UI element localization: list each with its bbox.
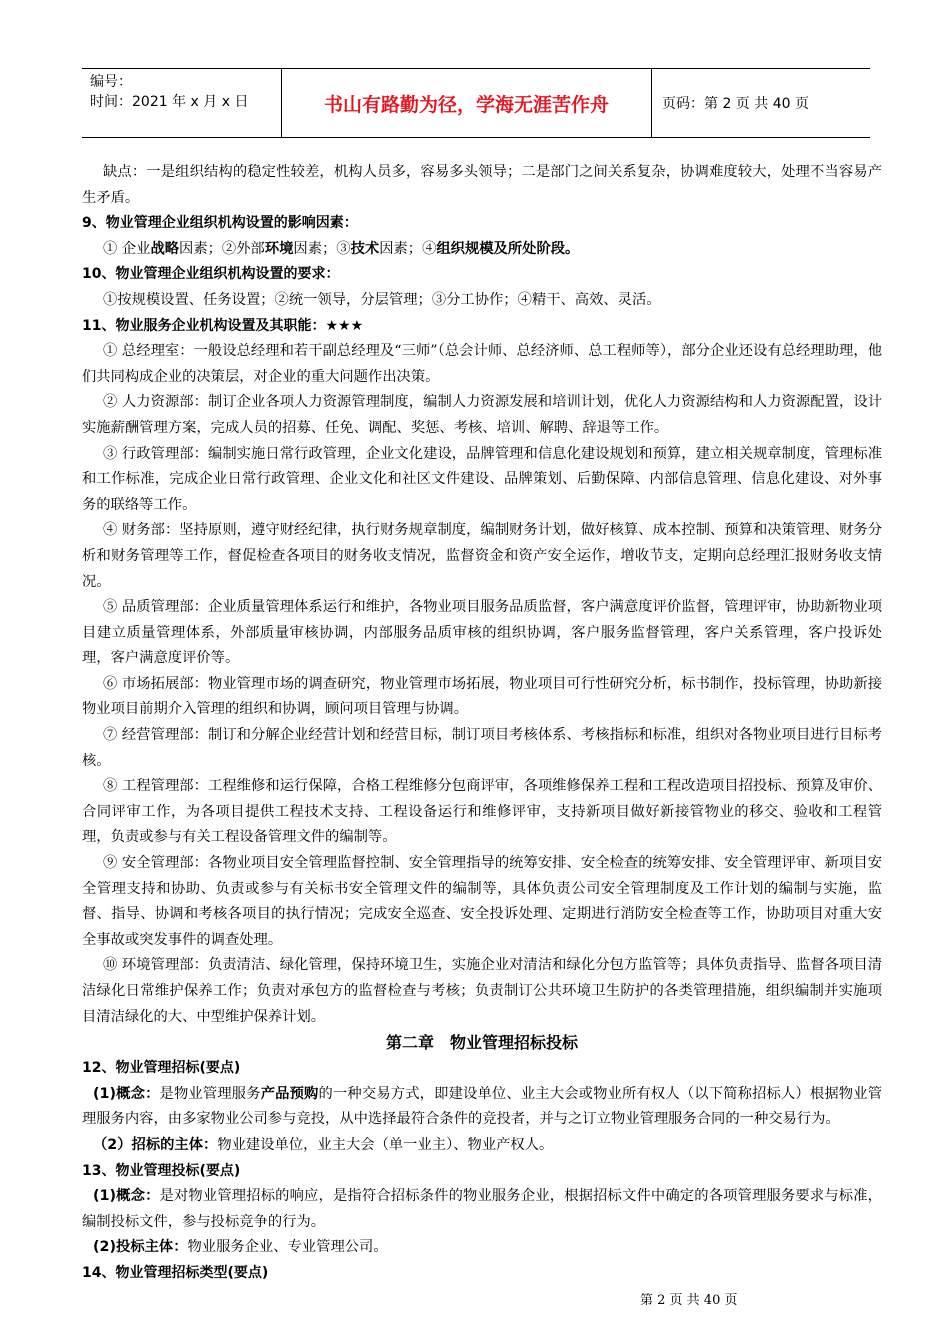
section-12-subject	[82, 1133, 882, 1159]
doc-id-label: 编号：	[90, 74, 132, 90]
section-11-heading: 11、物业服务企业机构设置及其职能：★★★	[82, 317, 364, 334]
header-page-number: 页码：第 2 页 共 40 页	[662, 96, 809, 112]
s9-text-4: 因素；④	[379, 240, 437, 257]
function-finance: ④ 财务部：坚持原则，遵守财经纪律，执行财务规章制度，编制财务计划，做好核算、成本控制、预算和决策管理、财务分析和财务管理等工作，督促检查各项目的财务收支情况，监督资金和资产安全运作，增收节支，定期向总经理汇报财务收支情况。	[82, 522, 882, 590]
s9-bold-strategy: 战略	[150, 240, 180, 257]
section-13-concept	[82, 1184, 882, 1235]
header-meta	[82, 69, 282, 137]
page-footer: 第 2 页 共 40 页	[640, 1293, 738, 1308]
function-engineering: ⑧ 工程管理部：工程维修和运行保障，合格工程维修分包商评审，各项维修保养工程和工程改造项目招投标、预算及审价、合同评审工作，为各项目提供工程技术支持、工程设备运行和维修评审，支持新项目做好新接管物业的移交、验收和工程管理，负责或参与有关工程设备管理文件的编制等。	[82, 778, 882, 846]
s9-bold-environment: 环境	[264, 240, 294, 257]
section-12-concept	[82, 1082, 882, 1133]
function-general-office: ① 总经理室：一般设总经理和若干副总经理及“三师”（总会计师、总经济师、总工程师等），部分企业还设有总经理助理，他们共同构成企业的决策层，对企业的重大问题作出决策。	[82, 343, 882, 385]
s13-concept-label: (1)概念：	[93, 1188, 160, 1205]
function-operations: ⑦ 经营管理部：制订和分解企业经营计划和经营目标，制订项目考核体系、考核指标和标准，组织对各物业项目进行目标考核。	[82, 727, 882, 769]
s9-text-2: 因素；②外部	[179, 240, 265, 257]
s12-subject-text: 物业建设单位，业主大会（单一业主）、物业产权人。	[217, 1136, 554, 1153]
function-hr: ② 人力资源部：制订企业各项人力资源管理制度，编制人力资源发展和培训计划，优化人力资源结构和人力资源配置，设计实施薪酬管理方案，完成人员的招募、任免、调配、奖惩、考核、培训、解聘、辞退等工作。	[82, 394, 882, 436]
s9-text-3: 因素；③	[293, 240, 351, 257]
function-security: ⑨ 安全管理部：各物业项目安全管理监督控制、安全管理指导的统筹安排、安全检查的统筹安排、安全管理评审、新项目安全管理支持和协助、负责或参与有关标书安全管理文件的编制等，具体负责公司安全管理制度及工作计划的编制与实施，监督、指导、协调和考核各项目的执行情况；完成安全巡查、安全投诉处理、定期进行消防安全检查等工作，协助项目对重大安全事故或突发事件的调查处理。	[82, 855, 882, 948]
section-12-heading: 12、物业管理招标(要点)	[82, 1060, 241, 1077]
s13-concept-text: 是对物业管理招标的响应，是指符合招标条件的物业服务企业，根据招标文件中确定的各项管理服务要求与标准，编制投标文件，参与投标竞争的行为。	[82, 1188, 882, 1230]
s12-concept-text-2: 的一种交易方式，即建设单位、业主大会或物业所有权人（以下简称招标人）根据物业管理服务内容，由多家物业公司参与竞投，从中选择最符合条件的竞投者，并与之订立物业管理服务合同的一种交易行为。	[82, 1085, 882, 1128]
paragraph-defects: 缺点：一是组织结构的稳定性较差，机构人员多，容易多头领导；二是部门之间关系复杂，协调难度较大，处理不当容易产生矛盾。	[82, 164, 882, 206]
s9-text-1: ① 企业	[103, 240, 151, 257]
doc-date-label: 时间：2021 年 x 月 x 日	[90, 94, 249, 110]
s9-bold-technology: 技术	[350, 240, 380, 257]
header-motto: 书山有路勤为径，学海无涯苦作舟	[282, 69, 652, 137]
s9-bold-scale: 组织规模及所处阶段。	[436, 240, 580, 257]
section-9-body	[82, 237, 882, 263]
section-9-heading: 9、物业管理企业组织机构设置的影响因素：	[82, 215, 358, 232]
chapter-title: 第二章 物业管理招标投标	[385, 1033, 578, 1053]
section-14-heading: 14、物业管理招标类型(要点)	[82, 1264, 269, 1281]
section-13-heading: 13、物业管理投标(要点)	[82, 1162, 241, 1179]
s12-concept-bold: 产品预购	[260, 1085, 319, 1102]
page-header	[82, 68, 870, 138]
section-13-subject	[82, 1235, 882, 1261]
s13-subject-text: 物业服务企业、专业管理公司。	[187, 1239, 388, 1256]
document-body	[82, 160, 882, 1287]
section-10-body: ①按规模设置、任务设置；②统一领导，分层管理；③分工协作；④精干、高效、灵活。	[103, 291, 661, 308]
s12-subject-label: （2）招标的主体：	[93, 1136, 218, 1153]
section-10-heading: 10、物业管理企业组织机构设置的要求：	[82, 266, 340, 283]
s12-concept-label: (1)概念：	[93, 1085, 160, 1102]
function-admin: ③ 行政管理部：编制实施日常行政管理，企业文化建设，品牌管理和信息化建设规划和预算，建立相关规章制度，管理标准和工作标准，完成企业日常行政管理、企业文化和社区文件建设、品牌策划、后勤保障、内部信息管理、信息化建设、对外事务的联络等工作。	[82, 445, 882, 513]
function-environment: ⑩ 环境管理部：负责清洁、绿化管理，保持环境卫生，实施企业对清洁和绿化分包方监管等；具体负责指导、监督各项目清洁绿化日常维护保养工作；负责对承包方的监督检查与考核；负责制订公共环境卫生防护的各类管理措施，组织编制并实施项目清洁绿化的大、中型维护保养计划。	[82, 957, 882, 1025]
function-marketing: ⑥ 市场拓展部：物业管理市场的调查研究，物业管理市场拓展，物业项目可行性研究分析，标书制作，投标管理，协助新接物业项目前期介入管理的组织和协调，顾问项目管理与协调。	[82, 675, 882, 718]
s12-concept-text-1: 是物业管理服务	[159, 1085, 261, 1102]
s13-subject-label: (2)投标主体：	[93, 1239, 188, 1256]
function-quality: ⑤ 品质管理部：企业质量管理体系运行和维护，各物业项目服务品质监督，客户满意度评价监督，管理评审，协助新物业项目建立质量管理体系，外部质量审核协调，内部服务品质审核的组织协调，客户服务监督管理，客户关系管理，客户投诉处理，客户满意度评价等。	[82, 599, 882, 667]
